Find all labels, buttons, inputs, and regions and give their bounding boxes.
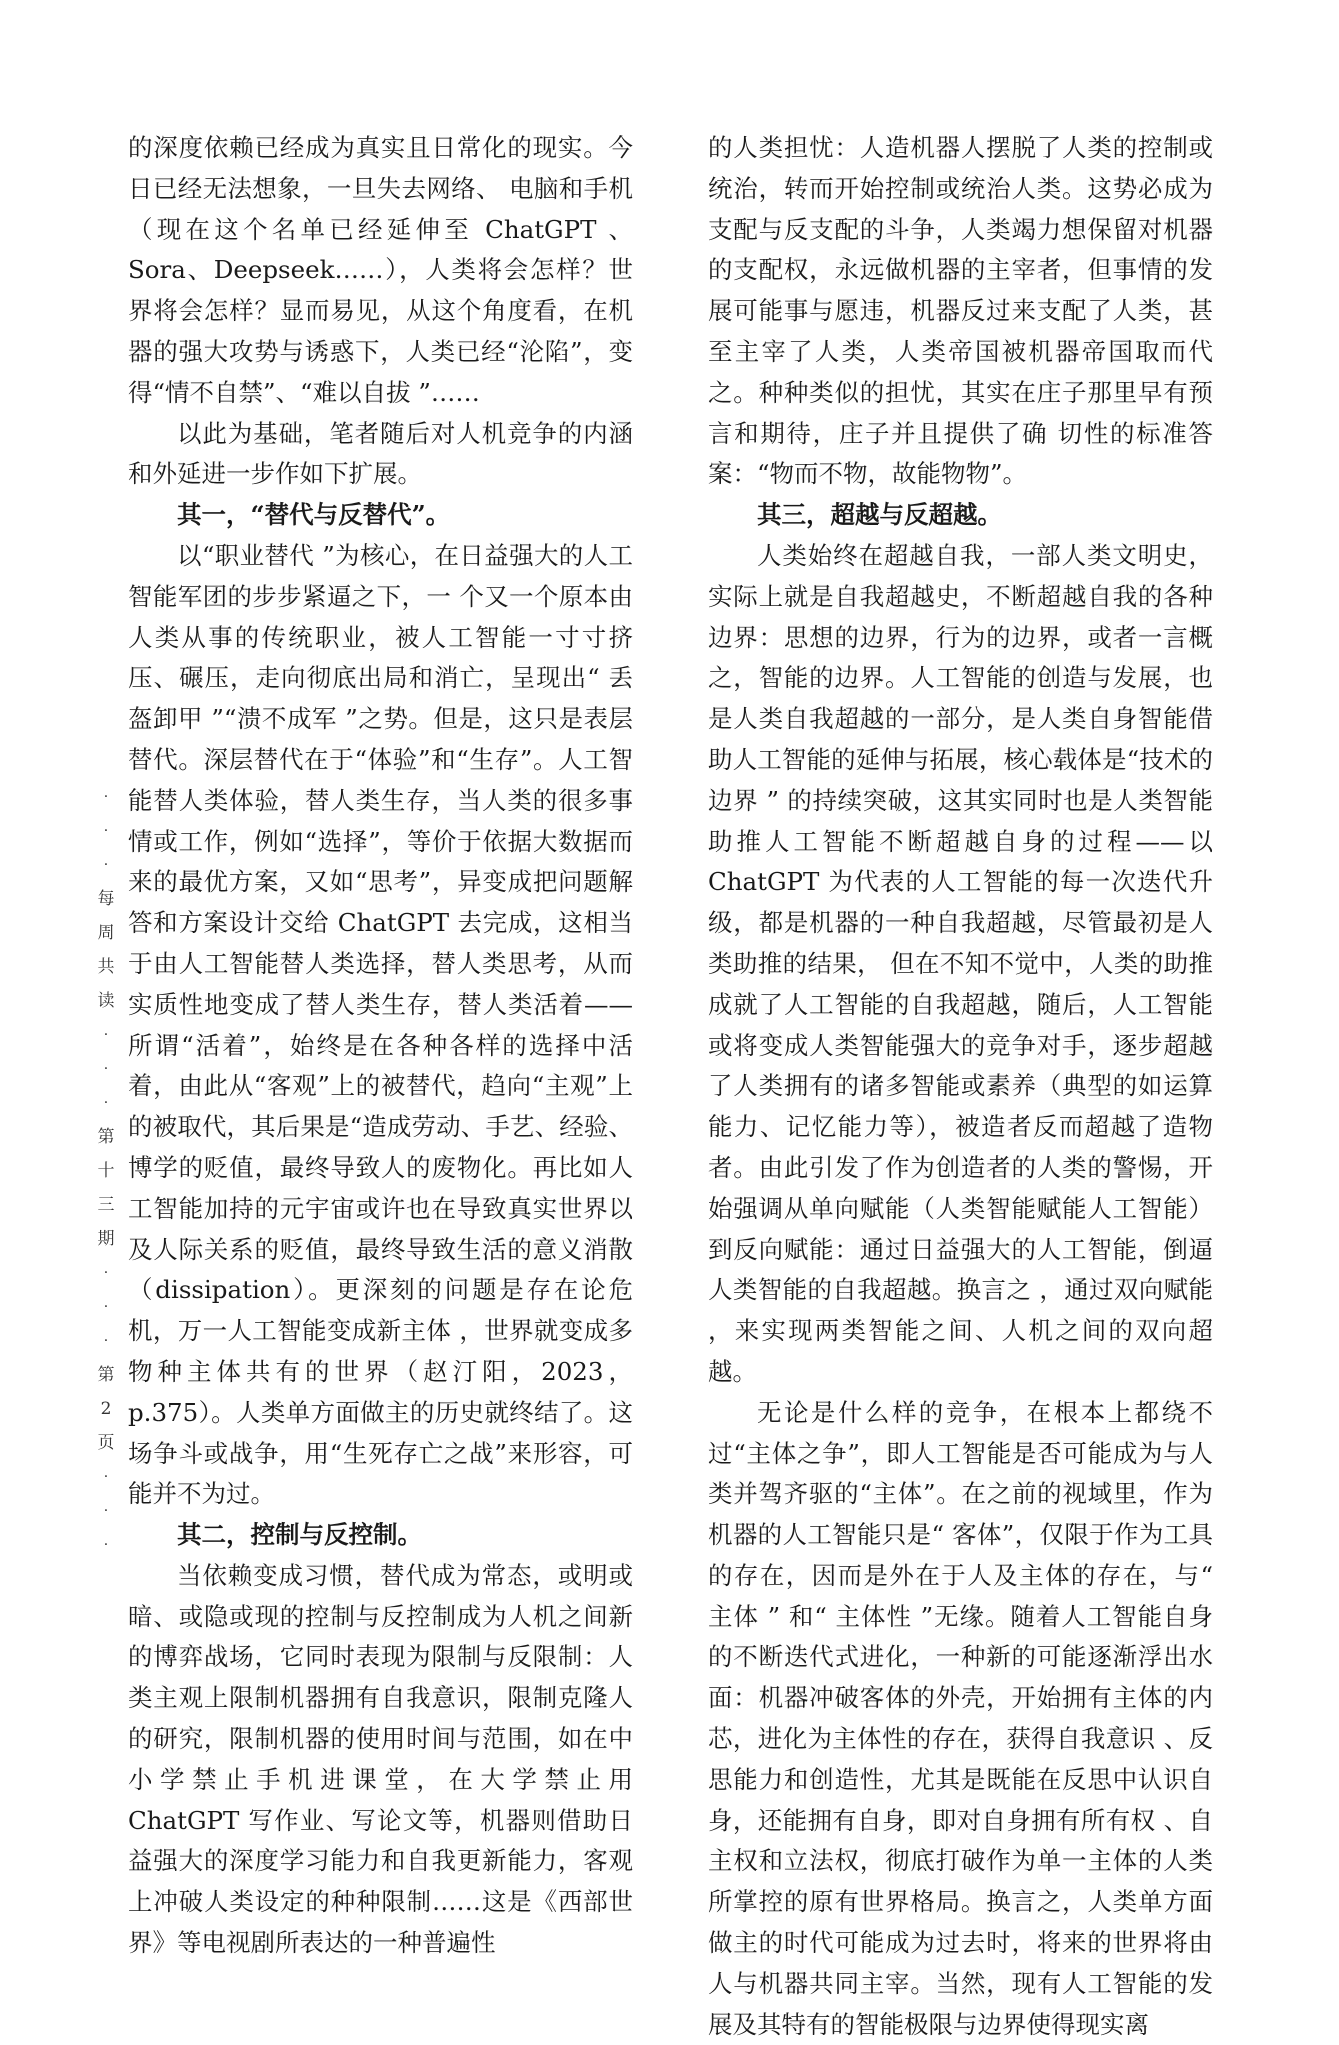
margin-char: 第 bbox=[97, 1127, 115, 1147]
paragraph: 以“职业替代 ”为核心，在日益强大的人工智能军团的步步紧逼之下，一 个又一个原本由人类从事的传统职业，被人工智能一寸寸挤压、碾压，走向彻底出局和消亡，呈现出“ 丢盔卸甲 ”“溃不成军 ”之势。但是，这只是表层替代。深层替代在于“体验”和“生存”。人工智能替人类体验，替人类生存，当人类的很多事情或工作，例如“选择”，等价于依据大数据而来的最优方案，又如“思考”，异变成把问题解答和方案设计交给 ChatGPT 去完成，这相当于由人工智能替人类选择，替人类思考，从而实质性地变成了替人类生存，替人类活着——所谓“活着”，始终是在各种各样的选择中活着，由此从“客观”上的被替代，趋向“主观”上的被取代，其后果是“造成劳动、手艺、经验、博学的贬值，最终导致人的废物化。再比如人工智能加持的元宇宙或许也在导致真实世界以及人际关系的贬值，最终导致生活的意义消散（dissipation）。更深刻的问题是存在论危机，万一人工智能变成新主体 ，世界就变成多物种主体共有的世界（赵汀阳，2023，p.375）。人类单方面做主的历史就终结了。这场争斗或战争，用“生死存亡之战”来形容，可能并不为过。 bbox=[128, 540, 633, 1509]
margin-char: 期 bbox=[97, 1229, 115, 1249]
margin-dot: · bbox=[103, 1537, 109, 1553]
margin-char: 2 bbox=[100, 1399, 112, 1419]
margin-char: 读 bbox=[97, 991, 115, 1011]
margin-dot: · bbox=[103, 1027, 109, 1043]
margin-dot: · bbox=[103, 1469, 109, 1485]
margin-dot: · bbox=[103, 823, 109, 839]
section-heading: 其二，控制与反控制。 bbox=[177, 1520, 422, 1550]
paragraph: 当依赖变成习惯，替代成为常态，或明或暗、或隐或现的控制与反控制成为人机之间新的博弈战场，它同时表现为限制与反限制：人类主观上限制机器拥有自我意识，限制克隆人的研究，限制机器的使用时间与范围，如在中小学禁止手机进课堂，在大学禁止用 ChatGPT 写作业、写论文等，机器则借助日益强大的深度学习能力和自我更新能力，客观上冲破人类设定的种种限制……这是《西部世界》等电视剧所表达的一种普遍性 bbox=[128, 1560, 633, 1958]
margin-dot: · bbox=[103, 857, 109, 873]
margin-dot: · bbox=[103, 1503, 109, 1519]
margin-dot: · bbox=[103, 1061, 109, 1077]
paragraph: 人类始终在超越自我，一部人类文明史，实际上就是自我超越史，不断超越自我的各种边界：思想的边界，行为的边界，或者一言概之，智能的边界。人工智能的创造与发展，也是人类自我超越的一部分，是人类自身智能借助人工智能的延伸与拓展，核心载体是“技术的边界 ” 的持续突破，这其实同时也是人类智能助推人工智能不断超越自身的过程——以 ChatGPT 为代表的人工智能的每一次迭代升级，都是机器的一种自我超越，尽管最初是人类助推的结果， 但在不知不觉中，人类的助推成就了人工智能的自我超越，随后，人工智能或将变成人类智能强大的竞争对手，逐步超越了人类拥有的诸多智能或素养（典型的如运算能力、记忆能力等），被造者反而超越了造物者。由此引发了作为创造者的人类的警惕，开始强调从单向赋能（人类智能赋能人工智能）到反向赋能：通过日益强大的人工智能，倒逼人类智能的自我超越。换言之 ，通过双向赋能 ，来实现两类智能之间、人机之间的双向超越。 bbox=[708, 540, 1213, 1386]
margin-issue-label bbox=[92, 780, 120, 1562]
margin-char: 共 bbox=[97, 957, 115, 977]
margin-char: 页 bbox=[97, 1433, 115, 1453]
left-column bbox=[128, 128, 633, 1964]
margin-dot: · bbox=[103, 789, 109, 805]
margin-dot: · bbox=[103, 1265, 109, 1281]
section-heading: 其一，“替代与反替代”。 bbox=[177, 500, 451, 530]
paragraph: 无论是什么样的竞争，在根本上都绕不过“主体之争”，即人工智能是否可能成为与人类并驾齐驱的“主体”。在之前的视域里，作为机器的人工智能只是“ 客体”，仅限于作为工具的存在，因而是外在于人及主体的存在，与“ 主体 ” 和“ 主体性 ”无缘。随着人工智能自身的不断迭代式进化，一种新的可能逐渐浮出水面：机器冲破客体的外壳，开始拥有主体的内芯，进化为主体性的存在，获得自我意识 、反思能力和创造性，尤其是既能在反思中认识自身，还能拥有自身，即对自身拥有所有权 、自主权和立法权，彻底打破作为单一主体的人类所掌控的原有世界格局。换言之，人类单方面做主的时代可能成为过去时，将来的世界将由人与机器共同主宰。当然，现有人工智能的发展及其特有的智能极限与边界使得现实离 bbox=[708, 1397, 1213, 2039]
section-heading: 其三，超越与反超越。 bbox=[757, 500, 1002, 530]
margin-dot: · bbox=[103, 1299, 109, 1315]
paragraph: 的人类担忧：人造机器人摆脱了人类的控制或统治，转而开始控制或统治人类。这势必成为支配与反支配的斗争，人类竭力想保留对机器的支配权，永远做机器的主宰者，但事情的发展可能事与愿违，机器反过来支配了人类，甚至主宰了人类，人类帝国被机器帝国取而代之。种种类似的担忧，其实在庄子那里早有预言和期待，庄子并且提供了确 切性的标准答案：“物而不物，故能物物”。 bbox=[708, 133, 1213, 489]
margin-char: 每 bbox=[97, 889, 115, 909]
margin-char: 十 bbox=[97, 1161, 115, 1181]
right-column bbox=[708, 128, 1213, 2045]
paragraph: 以此为基础，笔者随后对人机竞争的内涵和外延进一步作如下扩展。 bbox=[128, 418, 633, 489]
margin-char: 第 bbox=[97, 1365, 115, 1385]
margin-char: 三 bbox=[97, 1195, 115, 1215]
margin-dot: · bbox=[103, 1333, 109, 1349]
paragraph: 的深度依赖已经成为真实且日常化的现实。今日已经无法想象，一旦失去网络、 电脑和手机（现在这个名单已经延伸至 ChatGPT 、Sora、Deepseek……），人类将会怎样？世界将会怎样？显而易见，从这个角度看，在机器的强大攻势与诱惑下，人类已经“沦陷”，变得“情不自禁”、“难以自拔 ”…… bbox=[128, 133, 633, 407]
margin-char: 周 bbox=[97, 923, 115, 943]
margin-dot: · bbox=[103, 1095, 109, 1111]
